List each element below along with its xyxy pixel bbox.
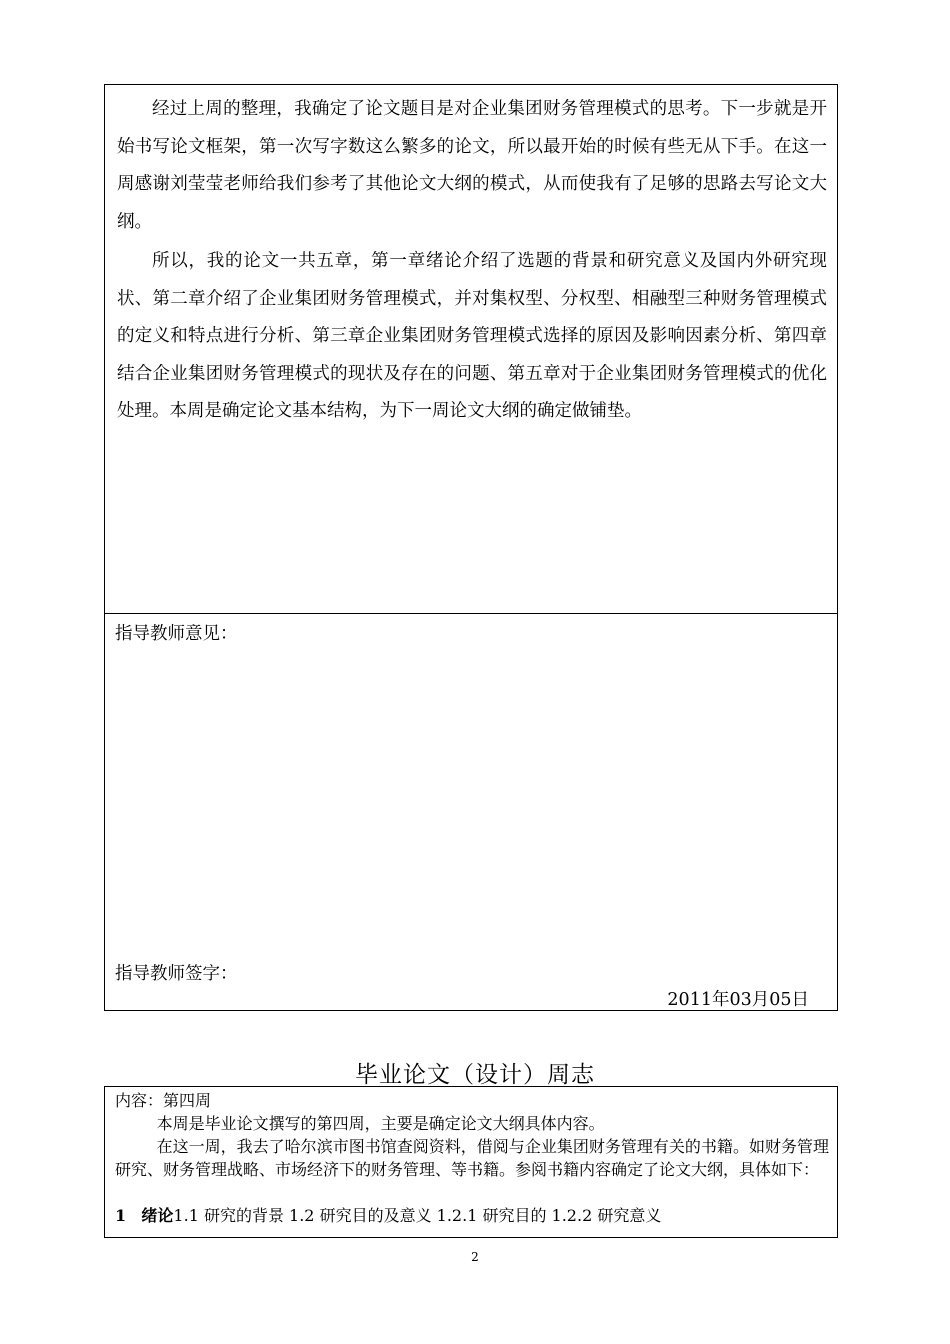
advisor-signature-label: 指导教师签字： (115, 964, 238, 984)
advisor-opinion-cell (104, 613, 838, 1011)
weekly-log-title: 毕业论文（设计）周志 (355, 1062, 595, 1088)
weekly-report-content-cell (104, 84, 838, 614)
weekly-content-label: 内容：第四周 (115, 1091, 212, 1110)
weekly-log-content-cell (104, 1086, 838, 1238)
outline-line (115, 1204, 829, 1227)
outline-number: 1 (115, 1206, 127, 1225)
advisor-opinion-label: 指导教师意见： (115, 624, 238, 644)
outline-heading: 绪论 (141, 1206, 174, 1225)
weekly-paragraph-1: 本周是毕业论文撰写的第四周，主要是确定论文大纲具体内容。 (156, 1114, 605, 1133)
page-number: 2 (471, 1250, 479, 1264)
signature-date: 2011年03月05日 (667, 990, 809, 1010)
weekly-paragraph-2: 在这一周，我去了哈尔滨市图书馆查阅资料，借阅与企业集团财务管理有关的书籍。如财务管理研究、财务管理战略、市场经济下的财务管理、等书籍。参阅书籍内容确定了论文大纲，具体如下： (115, 1137, 829, 1179)
outline-subsections: 1.1 研究的背景 1.2 研究目的及意义 1.2.1 研究目的 1.2.2 研究意义 (173, 1206, 662, 1225)
report-paragraph-1: 经过上周的整理，我确定了论文题目是对企业集团财务管理模式的思考。下一步就是开始书写论文框架，第一次写字数这么繁多的论文，所以最开始的时候有些无从下手。在这一周感谢刘莹莹老师给我们参考了其他论文大纲的模式，从而使我有了足够的思路去写论文大纲。 (117, 99, 827, 232)
report-paragraph-2: 所以，我的论文一共五章，第一章绪论介绍了选题的背景和研究意义及国内外研究现状、第二章介绍了企业集团财务管理模式，并对集权型、分权型、相融型三种财务管理模式的定义和特点进行分析、第三章企业集团财务管理模式选择的原因及影响因素分析、第四章结合企业集团财务管理模式的现状及存在的问题、第五章对于企业集团财务管理模式的优化处理。本周是确定论文基本结构，为下一周论文大纲的确定做铺垫。 (117, 251, 827, 421)
